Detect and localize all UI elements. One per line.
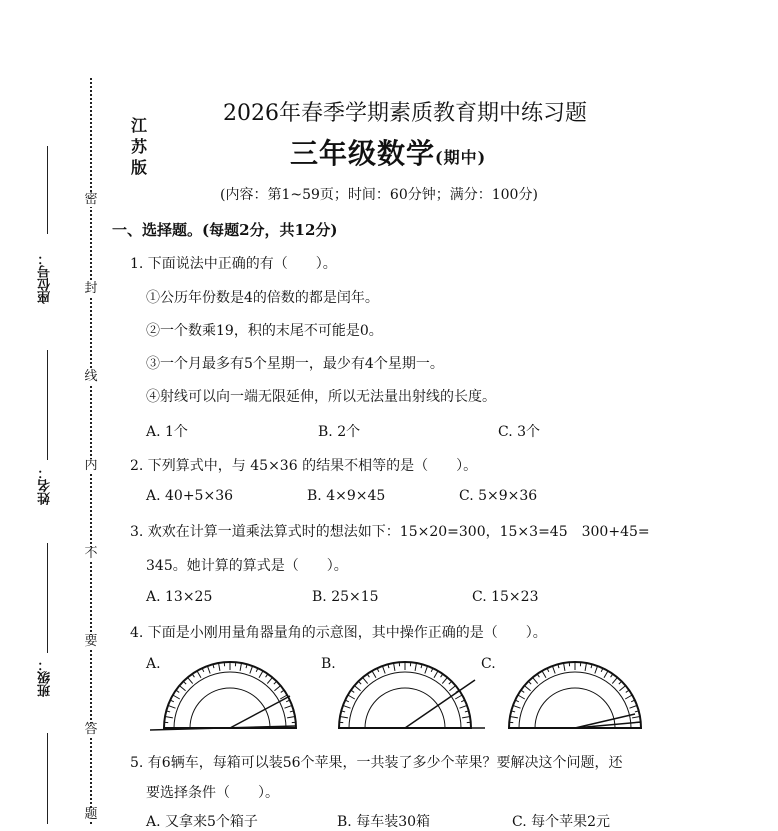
question-5-stem-cont: 要选择条件（ ）。 — [146, 782, 279, 802]
question-1-statement: ①公历年份数是4的倍数的都是闰年。 — [146, 287, 379, 307]
binding-char: 封 — [84, 282, 98, 296]
exam-info: (内容：第1~59页；时间：60分钟；满分：100分) — [220, 184, 538, 204]
question-1-option-c: C. 3个 — [498, 421, 540, 441]
question-1-stem: 1. 下面说法中正确的有（ ）。 — [130, 253, 337, 273]
binding-char: 要 — [84, 635, 98, 649]
seat-number-rule — [47, 146, 48, 234]
section-title: 一、选择题。(每题2分，共12分) — [112, 219, 338, 240]
question-1-option-a: A. 1个 — [146, 421, 188, 441]
question-3-option-c: C. 15×23 — [472, 589, 538, 605]
binding-char: 题 — [84, 808, 98, 822]
question-2-option-c: C. 5×9×36 — [459, 488, 537, 504]
binding-dotted-line — [90, 78, 92, 824]
name-label: 姓名： — [36, 466, 55, 505]
protractor-figure-b — [325, 660, 485, 738]
question-4-option-c: C. — [481, 656, 496, 672]
question-2-option-a: A. 40+5×36 — [146, 488, 233, 504]
edition-label: 江 苏 版 — [131, 115, 147, 178]
question-1-statement: ③一个月最多有5个星期一，最少有4个星期一。 — [146, 353, 444, 373]
exam-subtitle: 三年级数学(期中) — [290, 132, 486, 172]
question-2-stem: 2. 下列算式中，与 45×36 的结果不相等的是（ ）。 — [130, 455, 477, 475]
question-3-option-a: A. 13×25 — [146, 589, 212, 605]
school-rule — [47, 733, 48, 824]
protractor-figure-a — [150, 660, 310, 738]
question-5-option-b: B. 每车装30箱 — [337, 811, 430, 831]
question-3-stem: 3. 欢欢在计算一道乘法算式时的想法如下：15×20=300，15×3=45 300+45= — [130, 521, 650, 541]
question-1-statement: ②一个数乘19，积的末尾不可能是0。 — [146, 320, 383, 340]
question-3-option-b: B. 25×15 — [312, 589, 379, 605]
binding-char: 答 — [84, 723, 98, 737]
question-5-option-c: C. 每个苹果2元 — [512, 811, 610, 831]
question-2-option-b: B. 4×9×45 — [307, 488, 385, 504]
binding-char: 线 — [84, 370, 98, 384]
binding-char: 内 — [84, 459, 98, 473]
protractor-figure-c — [495, 660, 655, 738]
question-1-statement: ④射线可以向一端无限延伸，所以无法量出射线的长度。 — [146, 386, 496, 406]
question-1-option-b: B. 2个 — [318, 421, 360, 441]
class-rule — [47, 543, 48, 653]
question-3-stem-cont: 345。她计算的算式是（ ）。 — [146, 555, 348, 575]
binding-char: 密 — [84, 193, 98, 207]
binding-char: 不 — [84, 547, 98, 561]
question-5-stem: 5. 有6辆车，每箱可以装56个苹果，一共装了多少个苹果？要解决这个问题，还 — [130, 752, 623, 772]
question-4-stem: 4. 下面是小刚用量角器量角的示意图，其中操作正确的是（ ）。 — [130, 622, 547, 642]
exam-title: 2026年春季学期素质教育期中练习题 — [200, 96, 610, 127]
question-4-option-a: A. — [146, 656, 161, 672]
class-label: 班级： — [36, 658, 55, 697]
question-5-option-a: A. 又拿来5个箱子 — [146, 811, 258, 831]
question-4-option-b: B. — [321, 656, 336, 672]
name-rule — [47, 350, 48, 460]
seat-number-label: 座位号： — [36, 252, 55, 304]
